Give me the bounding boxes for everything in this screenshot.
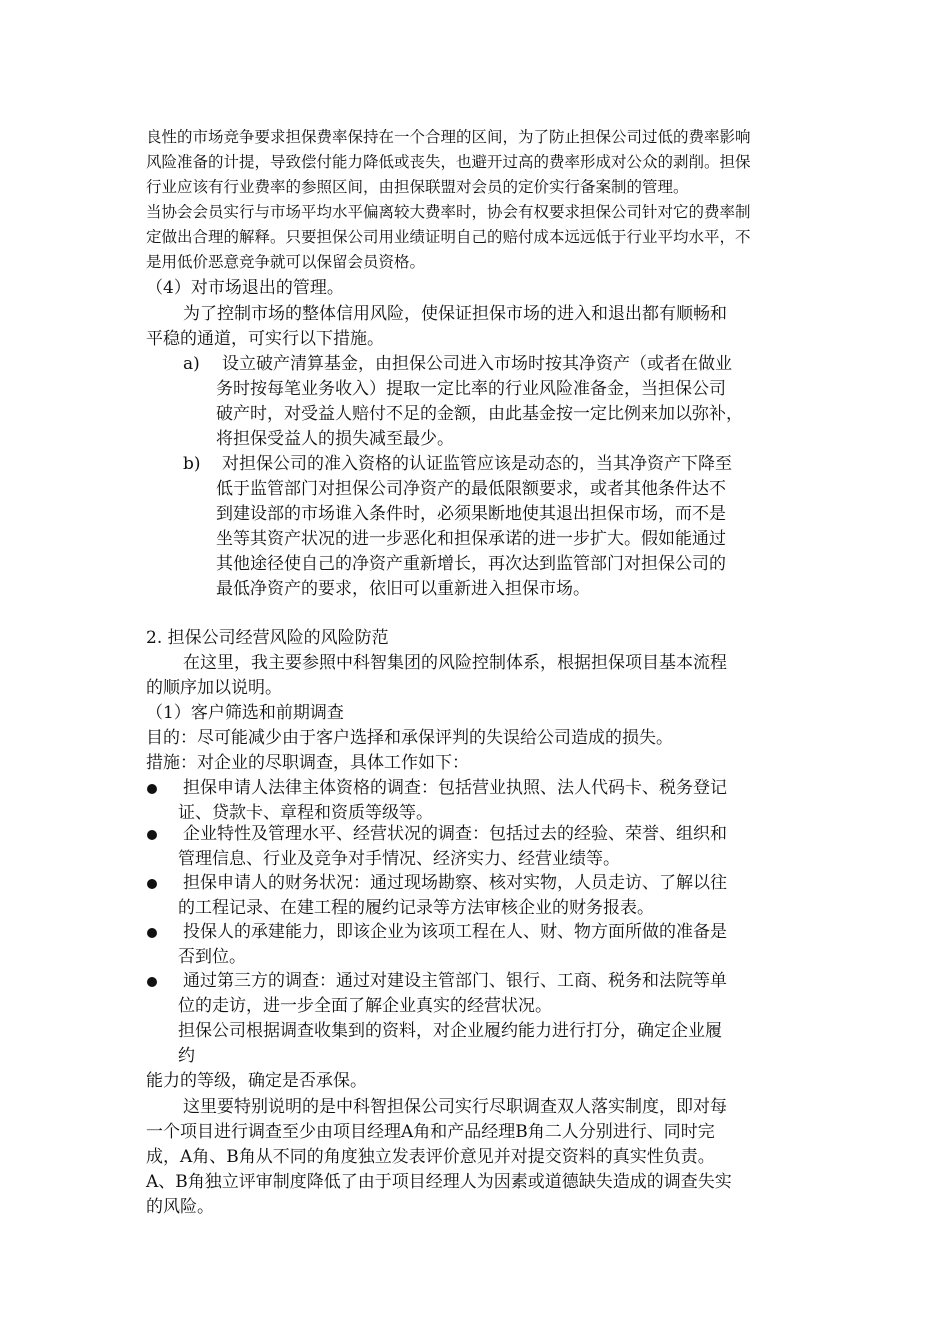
bullet-item-line: 担保申请人的财务状况：通过现场勘察、核对实物，人员走访、了解以往 (183, 873, 727, 893)
bullet-item-line: 管理信息、行业及竞争对手情况、经济实力、经营业绩等。 (178, 849, 620, 869)
bullet-icon (147, 977, 157, 987)
paragraph-line: 平稳的通道，可实行以下措施。 (146, 329, 384, 349)
paragraph-line: 的顺序加以说明。 (146, 678, 282, 698)
intro-line: 行业应该有行业费率的参照区间，由担保联盟对会员的定价实行备案制的管理。 (146, 178, 689, 196)
list-item-b-line: 对担保公司的准入资格的认证监管应该是动态的，当其净资产下降至 (222, 454, 732, 474)
bullet-icon (147, 830, 157, 840)
paragraph-line: 能力的等级，确定是否承保。 (146, 1071, 367, 1091)
list-marker-b: b) (183, 454, 201, 474)
list-item-b-line: 到建设部的市场谁入条件时，必须果断地使其退出担保市场，而不是 (216, 504, 726, 524)
paragraph-line: 的风险。 (146, 1197, 214, 1217)
list-item-b-line: 坐等其资产状况的进一步恶化和担保承诺的进一步扩大。假如能通过 (216, 529, 726, 549)
paragraph-line: A、B角独立评审制度降低了由于项目经理人为因素或道德缺失造成的调查失实 (146, 1172, 732, 1192)
bullet-item-line: 证、贷款卡、章程和资质等级等。 (178, 803, 433, 823)
bullet-item-line: 企业特性及管理水平、经营状况的调查：包括过去的经验、荣誉、组织和 (183, 824, 727, 844)
paragraph-line: 约 (178, 1046, 195, 1066)
paragraph-line: 这里要特别说明的是中科智担保公司实行尽职调查双人落实制度，即对每 (183, 1097, 727, 1117)
intro-line: 定做出合理的解释。只要担保公司用业绩证明自己的赔付成本远远低于行业平均水平，不 (146, 228, 751, 246)
paragraph-line: 担保公司根据调查收集到的资料，对企业履约能力进行打分，确定企业履 (178, 1021, 722, 1041)
intro-line: 风险准备的计提，导致偿付能力降低或丧失，也避开过高的费率形成对公众的剥削。担保 (146, 153, 751, 171)
list-item-a-line: 破产时，对受益人赔付不足的金额，由此基金按一定比例来加以弥补， (216, 404, 743, 424)
bullet-item-line: 否到位。 (178, 947, 246, 967)
subheading-market-exit: （4）对市场退出的管理。 (146, 278, 344, 298)
list-item-b-line: 低于监管部门对担保公司净资产的最低限额要求，或者其他条件达不 (216, 479, 726, 499)
list-item-a-line: 设立破产清算基金，由担保公司进入市场时按其净资产（或者在做业 (222, 354, 732, 374)
paragraph-line: 一个项目进行调查至少由项目经理A角和产品经理B角二人分别进行、同时完 (146, 1122, 715, 1142)
list-item-b-line: 最低净资产的要求，依旧可以重新进入担保市场。 (216, 579, 590, 599)
bullet-item-line: 投保人的承建能力，即该企业为该项工程在人、财、物方面所做的准备是 (183, 922, 727, 942)
paragraph-line: 为了控制市场的整体信用风险，使保证担保市场的进入和退出都有顺畅和 (183, 304, 727, 324)
intro-line: 当协会会员实行与市场平均水平偏离较大费率时，协会有权要求担保公司针对它的费率制 (146, 203, 751, 221)
intro-line: 是用低价恶意竞争就可以保留会员资格。 (146, 253, 426, 271)
bullet-item-line: 位的走访，进一步全面了解企业真实的经营状况。 (178, 996, 552, 1016)
paragraph-line: 成，A角、B角从不同的角度独立发表评价意见并对提交资料的真实性负责。 (146, 1147, 715, 1167)
paragraph-line: 在这里，我主要参照中科智集团的风险控制体系，根据担保项目基本流程 (183, 653, 727, 673)
subheading-client-screening: （1）客户筛选和前期调查 (146, 703, 344, 723)
intro-line: 良性的市场竞争要求担保费率保持在一个合理的区间，为了防止担保公司过低的费率影响 (146, 128, 751, 146)
bullet-icon (147, 879, 157, 889)
list-item-b-line: 其他途径使自己的净资产重新增长，再次达到监管部门对担保公司的 (216, 554, 726, 574)
list-item-a-line: 将担保受益人的损失减至最少。 (216, 429, 454, 449)
bullet-icon (147, 928, 157, 938)
bullet-item-line: 的工程记录、在建工程的履约记录等方法审核企业的财务报表。 (178, 898, 654, 918)
list-item-a-line: 务时按每笔业务收入）提取一定比率的行业风险准备金，当担保公司 (216, 379, 726, 399)
list-marker-a: a) (183, 354, 200, 374)
bullet-item-line: 担保申请人法律主体资格的调查：包括营业执照、法人代码卡、税务登记 (183, 778, 727, 798)
bullet-item-line: 通过第三方的调查：通过对建设主管部门、银行、工商、税务和法院等单 (183, 971, 727, 991)
purpose-line: 目的：尽可能减少由于客户选择和承保评判的失误给公司造成的损失。 (146, 728, 673, 748)
bullet-icon (147, 784, 157, 794)
section-heading-2: 2. 担保公司经营风险的风险防范 (146, 628, 389, 648)
measures-line: 措施：对企业的尽职调查，具体工作如下： (146, 753, 469, 773)
